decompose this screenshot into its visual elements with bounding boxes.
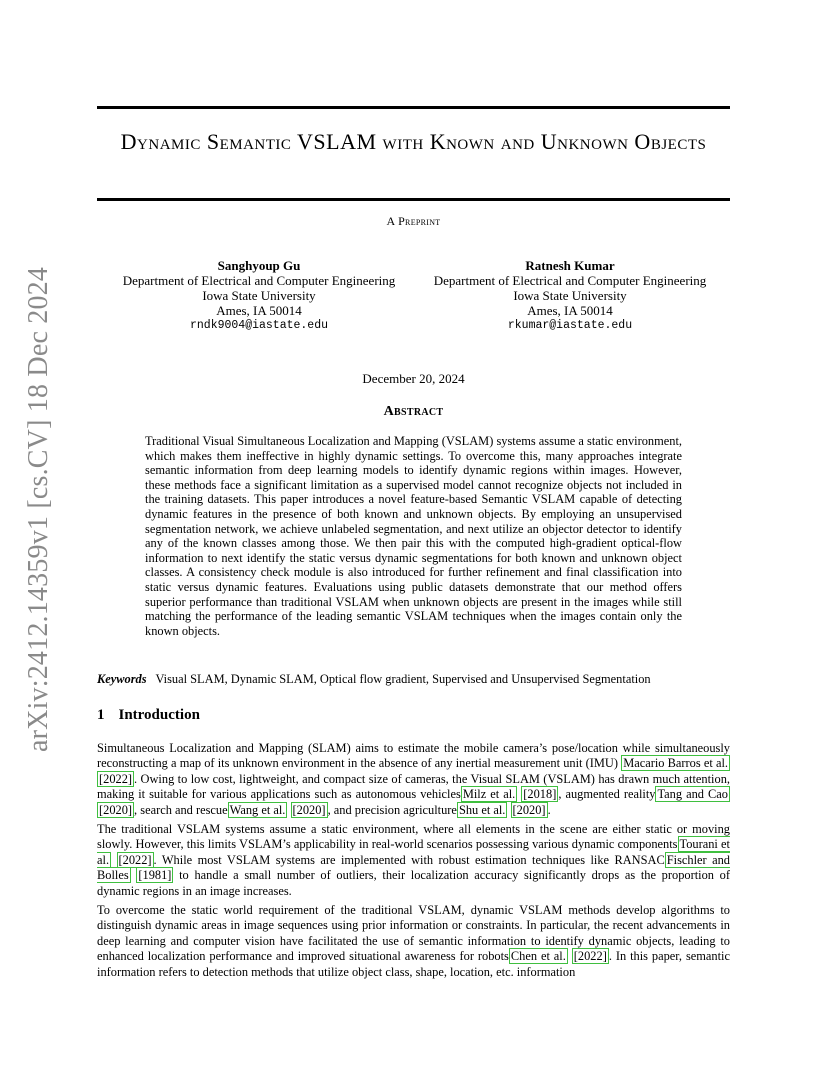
citation-link[interactable]: [2020] [512,802,546,817]
citation-link[interactable]: [2022] [573,949,607,964]
citation-link[interactable]: [2020] [99,802,133,817]
paragraph-text: . In this paper, semantic information refers to detection methods that utilize object class, shape, location, etc. information [97,949,730,979]
citation-link[interactable]: Tang and Cao [657,787,728,802]
citation-link[interactable]: Chen et al. [510,949,566,964]
author-university: Iowa State University [513,288,627,303]
paragraph-text: . While most VSLAM systems are implemented with robust estimation techniques like RANSAC [153,852,665,867]
author-name: Ratnesh Kumar [525,258,615,273]
intro-paragraph-2 [97,822,730,899]
section-heading-introduction [97,707,200,724]
author-block-1 [113,258,405,333]
keywords-list: Visual SLAM, Dynamic SLAM, Optical flow gradient, Supervised and Unsupervised Segmentation [155,672,651,686]
citation-link[interactable]: [2022] [99,771,133,786]
paragraph-text: Simultaneous Localization and Mapping (SLAM) aims to estimate the mobile camera’s pose/location while simultaneously reconstructing a map of its unknown environment in the absence of any inertial measurement unit (IMU) [97,741,730,771]
author-address: Ames, IA 50014 [216,303,302,318]
section-title: Introduction [118,707,200,723]
paper-date: December 20, 2024 [362,371,465,386]
paragraph-text: , and precision agriculture [327,802,457,817]
intro-paragraph-3 [97,903,730,980]
title-top-rule [97,106,730,109]
citation-link[interactable]: [2018] [523,787,557,802]
paragraph-text: To overcome the static world requirement of the traditional VSLAM, dynamic VSLAM methods develop algorithms to distinguish dynamic areas in image sequences using prior information or constraints. In particular, the recent advancements in deep learning and computer vision have facilitated the use of semantic information to identify dynamic objects, leading to enhanced localization performance and improved situational awareness for robots [97,903,730,964]
arxiv-identifier-text: arXiv:2412.14359v1 [cs.CV] 18 Dec 2024 [23,266,54,752]
citation-link[interactable]: Tourani et al. [97,837,730,867]
title-bottom-rule [97,198,730,201]
paper-title: Dynamic Semantic VSLAM with Known and Unknown Objects [120,129,707,154]
citation-link[interactable]: Fischler and Bolles [97,852,730,883]
author-block-2 [424,258,716,333]
abstract-heading: Abstract [383,404,444,419]
paragraph-text: . Owing to low cost, lightweight, and compact size of cameras, the Visual SLAM (VSLAM) has drawn much attention, making it suitable for various applications such as autonomous vehicles [97,771,730,802]
keywords-label: Keywords [97,672,147,686]
abstract-text: Traditional Visual Simultaneous Localization and Mapping (VSLAM) systems assume a static environment, which makes them ineffective in highly dynamic settings. To overcome this, many approaches integrate semantic information from deep learning models to identify dynamic regions within images. However, these methods face a significant limitation as a supervised model cannot recognize objects not included in the training datasets. This paper introduces a novel feature-based Semantic VSLAM capable of detecting dynamic features in the presence of both known and unknown objects. By employing an unsupervised segmentation network, we achieve unlabeled segmentation, and next utilize an objector detector to identify any of the known classes among those. We then pair this with the computed high-gradient optical-flow information to next identify the static versus dynamic segmentations for both known and unknown object classes. A consistency check module is also introduced for further refinement and final classification into static versus dynamic features. Evaluations using public datasets demonstrate that our method offers superior performance than traditional VSLAM when unknown objects are present in the images while still matching the performance of the leading semantic VSLAM techniques when the images contain only the known objects. [145,434,682,638]
author-name: Sanghyoup Gu [217,258,301,273]
intro-paragraph-1 [97,741,730,818]
author-email: rkumar@iastate.edu [507,319,633,332]
section-number: 1 [97,707,105,723]
citation-link[interactable]: [1981] [138,868,172,883]
citation-link[interactable]: Macario Barros et al. [623,756,728,771]
paragraph-text: The traditional VSLAM systems assume a static environment, where all elements in the scene are either static or moving slowly. However, this limits VSLAM’s applicability in real-world scenarios possessing various dynamic components [97,822,730,852]
author-email: rndk9004@iastate.edu [189,319,329,332]
paragraph-text: . [547,802,551,817]
author-department: Department of Electrical and Computer Engineering [122,273,396,288]
citation-link[interactable]: [2020] [292,802,326,817]
paragraph-text: to handle a small number of outliers, their localization accuracy significantly drops as the proportion of dynamic regions in an image increases. [97,868,730,898]
keywords-line [97,672,730,687]
citation-link[interactable]: [2022] [118,852,152,867]
citation-link[interactable]: Shu et al. [458,802,506,817]
author-department: Department of Electrical and Computer Engineering [433,273,707,288]
paragraph-text: , augmented reality [558,787,656,802]
paragraph-text: , search and rescue [134,802,228,817]
citation-link[interactable]: Milz et al. [462,787,516,802]
citation-link[interactable]: Wang et al. [229,802,286,817]
author-address: Ames, IA 50014 [527,303,613,318]
author-university: Iowa State University [202,288,316,303]
paragraph-text [111,853,116,867]
preprint-label: A Preprint [386,214,441,228]
